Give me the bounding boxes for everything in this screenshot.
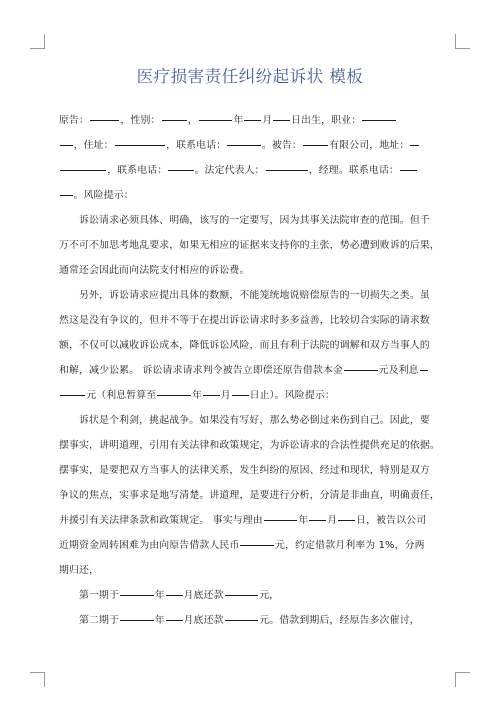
- fill-in-blank: [60, 386, 85, 396]
- fill-in-blank: [60, 161, 106, 171]
- fill-in-blank: [400, 161, 417, 171]
- fill-in-blank: [120, 611, 154, 621]
- text-line: 并援引有关法律条款和政策规定。 事实与理由 年 月 日，被告以公司: [59, 508, 443, 533]
- fill-in-blank: [60, 186, 73, 196]
- fill-in-blank: [225, 586, 259, 596]
- fill-in-blank: [240, 536, 274, 546]
- crop-mark-top-left: [30, 34, 45, 49]
- fill-in-blank: [244, 111, 261, 121]
- text-line: 另外，诉讼请求应提出具体的数额，不能笼统地说赔偿原告的一切损失之类。虽: [79, 290, 430, 301]
- fill-in-blank: [115, 136, 165, 146]
- document-title: 医疗损害责任纠纷起诉状 模板: [136, 67, 364, 86]
- fill-in-blank: [199, 111, 233, 121]
- fill-in-blank: [309, 511, 326, 521]
- text-line: 摆事实，是要把双方当事人的法律关系，发生纠纷的原因、经过和现状，特别是双方: [59, 465, 430, 476]
- fill-in-blank: [344, 361, 378, 371]
- text-line: ，住址： ，联系电话： 。被告： 有限公司，地址：: [59, 133, 443, 158]
- text-line: 近期资金周转困难为由向原告借款人民币 元，约定借款月利率为 1%，分两: [59, 533, 443, 558]
- text-line: 争议的焦点，实事求是地写清楚。讲道理，是要进行分析，分清是非曲直，明确责任，: [59, 490, 440, 501]
- text-line: 第二期于 年 月底还款 元。借款到期后，经原告多次催讨，: [59, 608, 443, 633]
- crop-mark-bottom-right: [455, 672, 470, 687]
- text-line: 期归还，: [59, 565, 100, 576]
- text-line: 诉讼请求必须具体、明确，该写的一定要写，因为其事关法院审查的范围。但千: [79, 215, 430, 226]
- fill-in-blank: [60, 136, 73, 146]
- fill-in-blank: [264, 511, 298, 521]
- fill-in-blank: [303, 136, 328, 146]
- text-line: 额，不仅可以减收诉讼成本，降低诉讼风险，而且有利于法院的调解和双方当事人的: [59, 340, 430, 351]
- fill-in-blank: [168, 161, 193, 171]
- fill-in-blank: [157, 386, 191, 396]
- text-line: 原告： ，性别： ， 年 月 日出生，职业：: [59, 108, 443, 133]
- text-line: 诉状是个利剑，挑起战争。如果没有写好，那么势必倒过来伤到自己。因此，要: [79, 415, 430, 426]
- fill-in-blank: [410, 136, 418, 146]
- fill-in-blank: [203, 386, 220, 396]
- fill-in-blank: [232, 386, 249, 396]
- fill-in-blank: [338, 511, 355, 521]
- fill-in-blank: [362, 111, 396, 121]
- text-line: 摆事实，讲明道理，引用有关法律和政策规定，为诉讼请求的合法性提供充足的依据。: [59, 440, 440, 451]
- fill-in-blank: [90, 111, 119, 121]
- document-body: [59, 108, 443, 633]
- crop-mark-top-right: [455, 34, 470, 49]
- fill-in-blank: [225, 611, 259, 621]
- text-line: 。风险提示：: [59, 183, 443, 208]
- fill-in-blank: [120, 586, 154, 596]
- fill-in-blank: [266, 161, 308, 171]
- fill-in-blank: [162, 111, 187, 121]
- text-line: 万不可不加思考地乱要求，如果无相应的证据来支持你的主张，势必遭到败诉的后果，: [59, 240, 440, 251]
- fill-in-blank: [420, 361, 428, 371]
- text-line: ，联系电话： 。法定代表人： ，经理。联系电话：: [59, 158, 443, 183]
- fill-in-blank: [273, 111, 290, 121]
- crop-mark-bottom-left: [30, 672, 45, 687]
- text-line: 通常还会因此而向法院支付相应的诉讼费。: [59, 265, 250, 276]
- text-line: 和解，减少讼累。 诉讼请求请求判令被告立即偿还原告借款本金 元及利息: [59, 358, 443, 383]
- text-line: 元（利息暂算至 年 月 日止）。风险提示：: [59, 383, 443, 408]
- fill-in-blank: [166, 611, 183, 621]
- fill-in-blank: [227, 136, 261, 146]
- fill-in-blank: [166, 586, 183, 596]
- text-line: 第一期于 年 月底还款 元，: [59, 583, 443, 608]
- text-line: 然这是没有争议的，但并不等于在提出诉讼请求时多多益善，比较切合实际的请求数: [59, 315, 430, 326]
